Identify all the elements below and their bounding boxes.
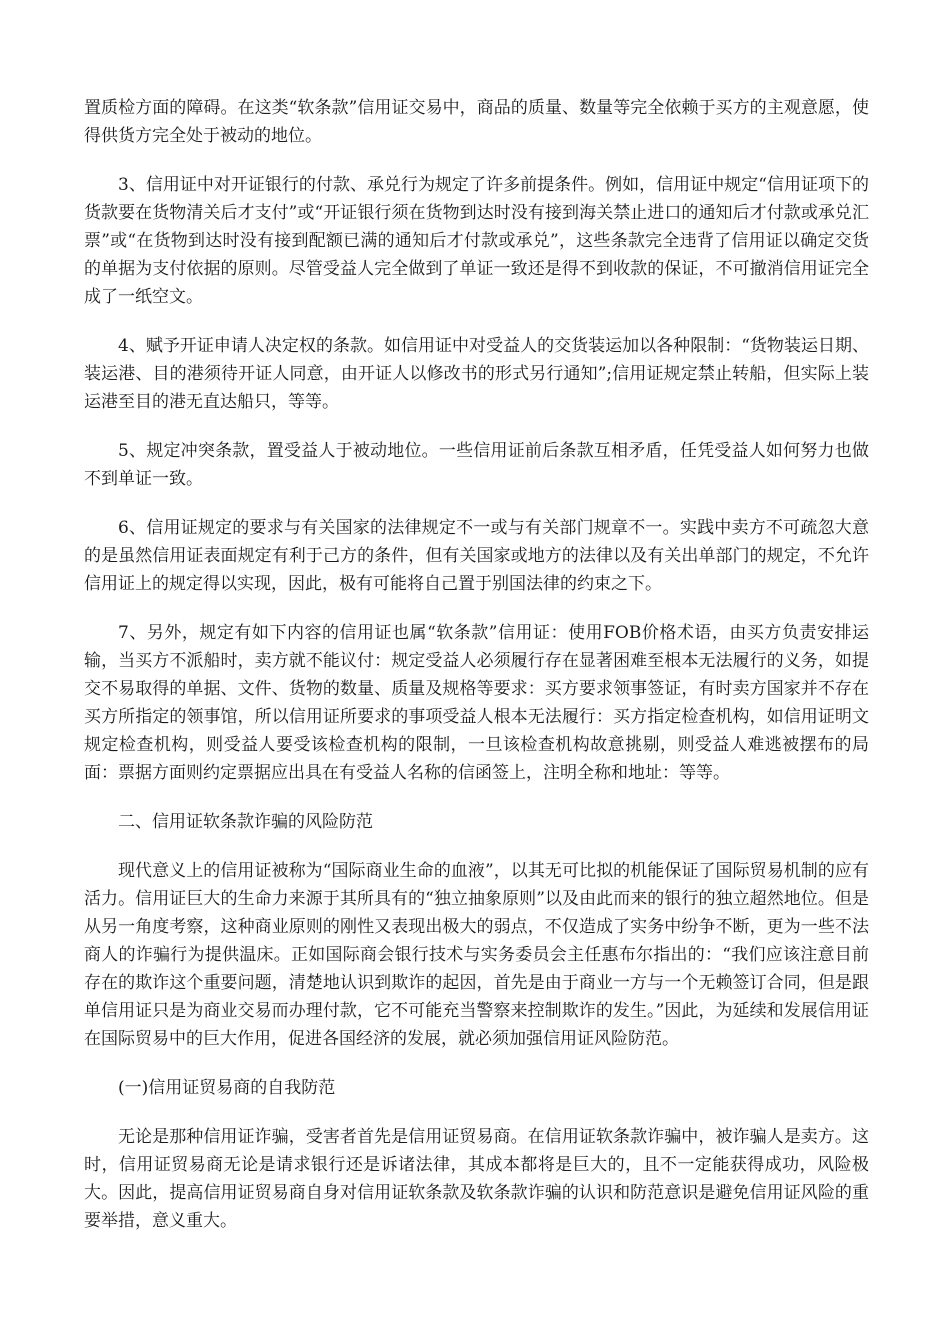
paragraph-item-4: 4、赋予开证申请人决定权的条款。如信用证中对受益人的交货装运加以各种限制：“货物装运日期、装运港、目的港须待开证人同意，由开证人以修改书的形式另行通知”;信用证规定禁止转船，但实际上装运港至目的港无直达船只，等等。 <box>84 336 869 412</box>
paragraph-item-5: 5、规定冲突条款，置受益人于被动地位。一些信用证前后条款互相矛盾，任凭受益人如何努力也做不到单证一致。 <box>84 441 869 489</box>
subsection-heading-1: (一)信用证贸易商的自我防范 <box>118 1078 336 1098</box>
paragraph-item-3: 3、信用证中对开证银行的付款、承兑行为规定了许多前提条件。例如，信用证中规定“信用证项下的货款要在货物清关后才支付”或“开证银行须在货物到达时没有接到海关禁止进口的通知后才付款或承兑汇票”或“在货物到达时没有接到配额已满的通知后才付款或承兑”，这些条款完全违背了信用证以确定交货的单据为支付依据的原则。尽管受益人完全做到了单证一致还是得不到收款的保证，不可撤消信用证完全成了一纸空文。 <box>84 175 869 307</box>
paragraph-item-7: 7、另外，规定有如下内容的信用证也属“软条款”信用证：使用FOB价格术语，由买方负责安排运输，当买方不派船时，卖方就不能议付：规定受益人必须履行存在显著困难至根本无法履行的义务，如提交不易取得的单据、文件、货物的数量、质量及规格等要求：买方要求领事签证，有时卖方国家并不存在买方所指定的领事馆，所以信用证所要求的事项受益人根本无法履行：买方指定检查机构，如信用证明文规定检查机构，则受益人要受该检查机构的限制，一旦该检查机构故意挑剔，则受益人难逃被摆布的局面：票据方面则约定票据应出具在有受益人名称的信函签上，注明全称和地址：等等。 <box>84 623 869 783</box>
paragraph-subsection-1: 无论是那种信用证诈骗，受害者首先是信用证贸易商。在信用证软条款诈骗中，被诈骗人是卖方。这时，信用证贸易商无论是请求银行还是诉诸法律，其成本都将是巨大的，且不一定能获得成功，风险极大。因此，提高信用证贸易商自身对信用证软条款及软条款诈骗的认识和防范意识是避免信用证风险的重要举措，意义重大。 <box>84 1127 869 1231</box>
paragraph-continuation: 置质检方面的障碍。在这类“软条款”信用证交易中，商品的质量、数量等完全依赖于买方的主观意愿，使得供货方完全处于被动的地位。 <box>84 98 869 146</box>
document-page <box>84 94 869 1256</box>
paragraph-section-2-intro: 现代意义上的信用证被称为“国际商业生命的血液”，以其无可比拟的机能保证了国际贸易机制的应有活力。信用证巨大的生命力来源于其所具有的“独立抽象原则”以及由此而来的银行的独立超然地位。但是从另一角度考察，这种商业原则的刚性又表现出极大的弱点，不仅造成了实务中纷争不断，更为一些不法商人的诈骗行为提供温床。正如国际商会银行技术与实务委员会主任惠布尔指出的：“我们应该注意目前存在的欺诈这个重要问题，清楚地认识到欺诈的起因，首先是由于商业一方与一个无赖签订合同，但是跟单信用证只是为商业交易而办理付款，它不可能充当警察来控制欺诈的发生。”因此，为延续和发展信用证在国际贸易中的巨大作用，促进各国经济的发展，就必须加强信用证风险防范。 <box>84 861 869 1049</box>
paragraph-item-6: 6、信用证规定的要求与有关国家的法律规定不一或与有关部门规章不一。实践中卖方不可疏忽大意的是虽然信用证表面规定有利于己方的条件，但有关国家或地方的法律以及有关出单部门的规定，不允许信用证上的规定得以实现，因此，极有可能将自己置于别国法律的约束之下。 <box>84 518 869 594</box>
section-heading-2: 二、信用证软条款诈骗的风险防范 <box>118 812 373 832</box>
